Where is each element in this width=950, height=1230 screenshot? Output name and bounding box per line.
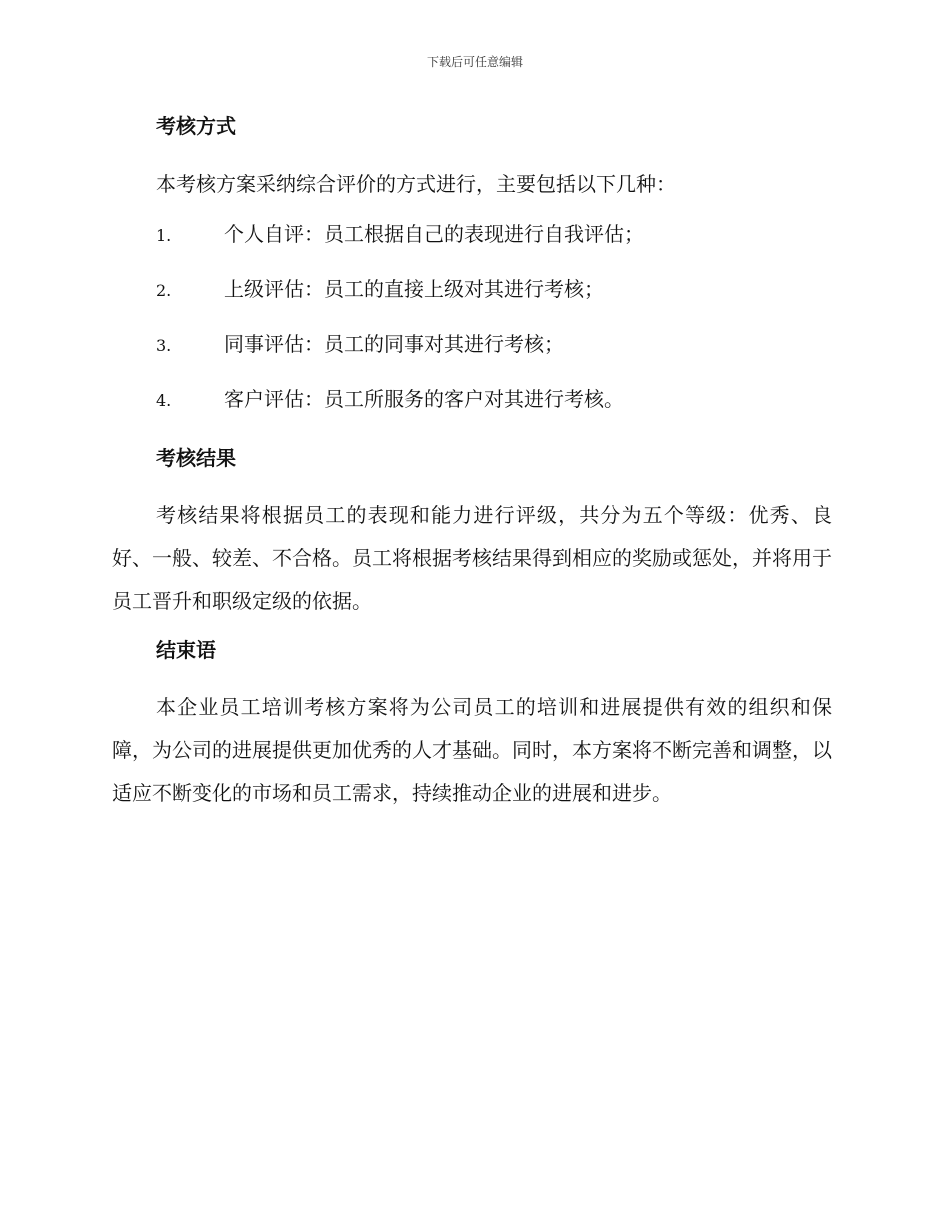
- assessment-method-intro: 本考核方案采纳综合评价的方式进行，主要包括以下几种：: [156, 172, 676, 196]
- conclusion-paragraph: 本企业员工培训考核方案将为公司员工的培训和进展提供有效的组织和保障，为公司的进展提供更加优秀的人才基础。同时，本方案将不断完善和调整，以适应不断变化的市场和员工需求，持续推动企业的进展和进步。: [112, 695, 832, 805]
- list-item: [112, 273, 832, 328]
- section-heading-assessment-result: 考核结果: [156, 446, 236, 470]
- assessment-result-paragraph: 考核结果将根据员工的表现和能力进行评级，共分为五个等级：优秀、良好、一般、较差、不合格。员工将根据考核结果得到相应的奖励或惩处，并将用于员工晋升和职级定级的依据。: [112, 503, 832, 613]
- list-item-text: 上级评估：员工的直接上级对其进行考核；: [224, 277, 604, 301]
- list-item-number: 2.: [156, 281, 172, 300]
- assessment-method-list: [112, 218, 832, 438]
- list-item: [112, 383, 832, 438]
- list-item-text: 客户评估：员工所服务的客户对其进行考核。: [224, 387, 624, 411]
- list-item-number: 1.: [156, 226, 172, 245]
- list-item-number: 4.: [156, 391, 172, 410]
- list-item: [112, 328, 832, 383]
- section-heading-assessment-method: 考核方式: [156, 114, 236, 138]
- list-item-number: 3.: [156, 336, 172, 355]
- page-header-note: 下载后可任意编辑: [426, 55, 523, 69]
- list-item-text: 同事评估：员工的同事对其进行考核；: [224, 332, 564, 356]
- section-heading-conclusion: 结束语: [156, 638, 216, 662]
- list-item: [112, 218, 832, 273]
- list-item-text: 个人自评：员工根据自己的表现进行自我评估；: [224, 222, 644, 246]
- document-body: [112, 108, 832, 815]
